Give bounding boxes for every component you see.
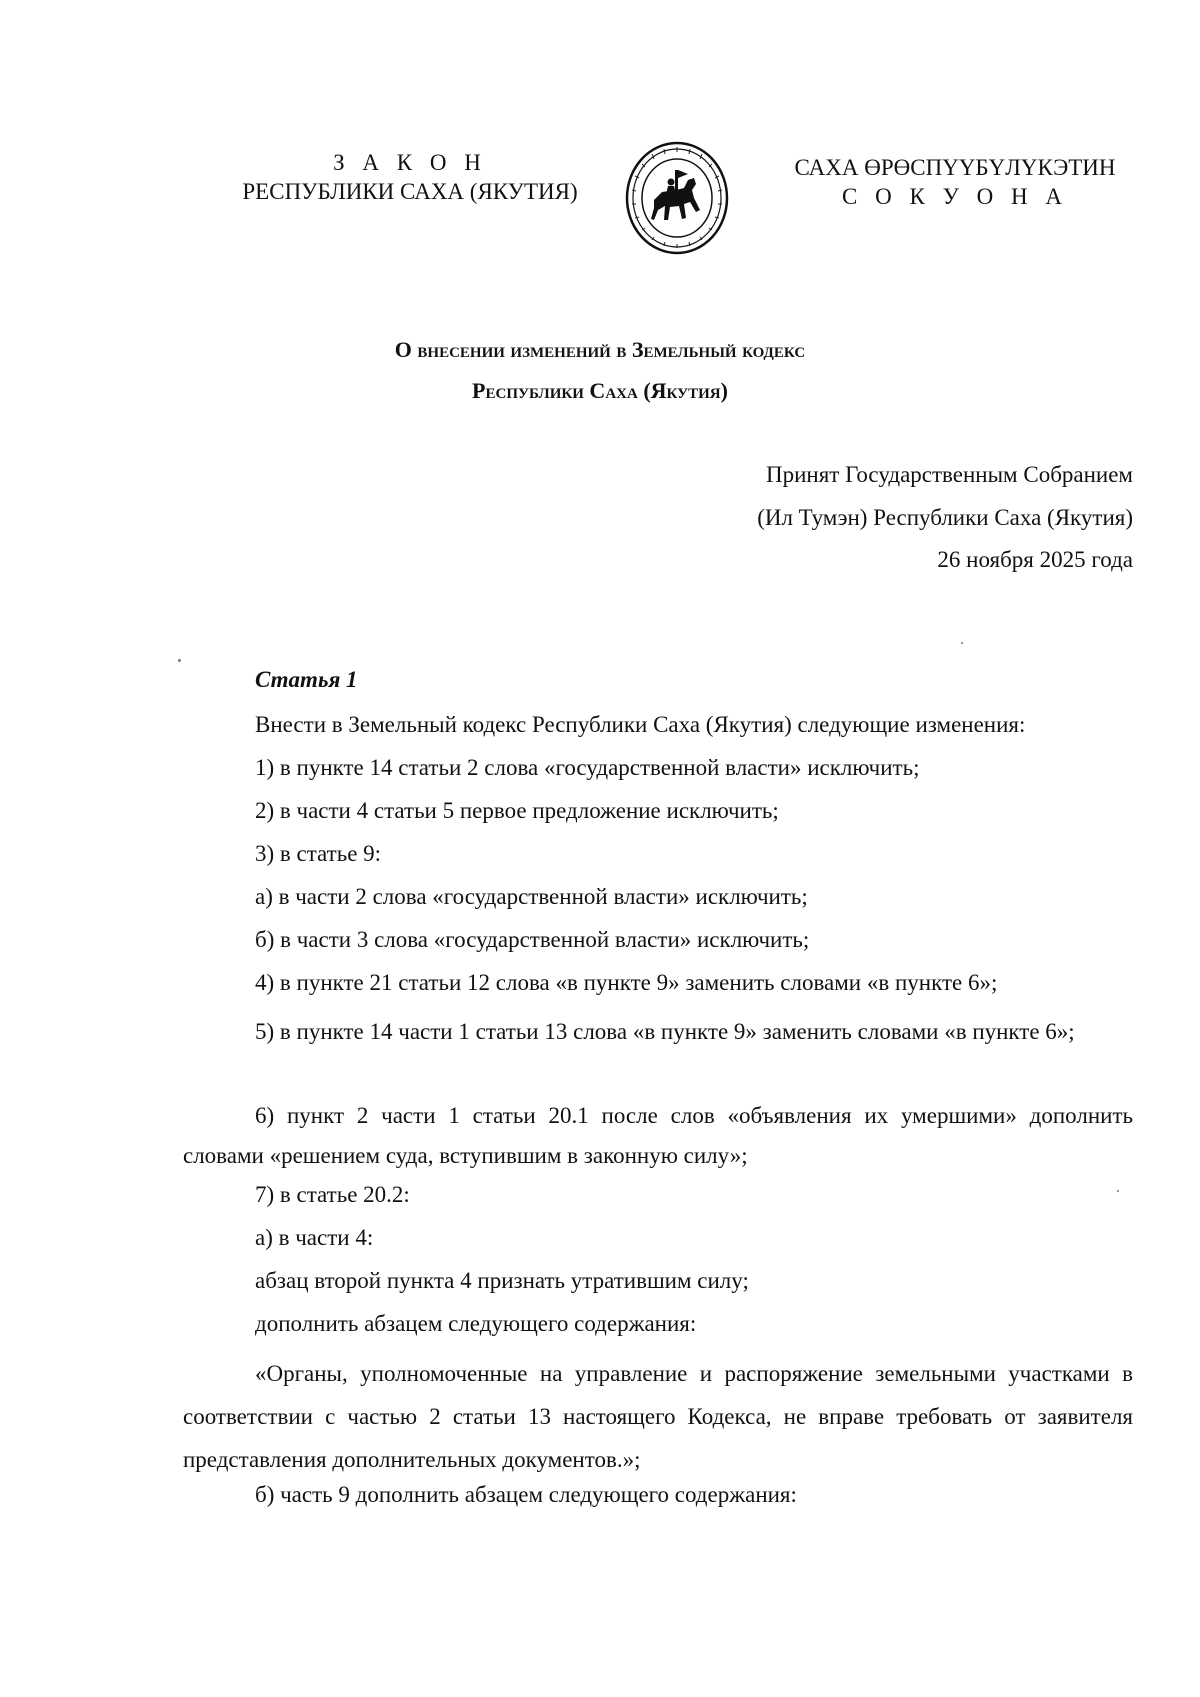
scan-speck bbox=[178, 659, 181, 662]
header-right-subtitle: С О К У О Н А bbox=[842, 184, 1068, 209]
paragraph: 3) в статье 9: bbox=[255, 841, 382, 866]
header-left bbox=[180, 148, 640, 206]
paragraph: 2) в части 4 статьи 5 первое предложение исключить; bbox=[255, 798, 779, 823]
paragraph: 1) в пункте 14 статьи 2 слова «государственной власти» исключить; bbox=[255, 755, 920, 780]
paragraph: дополнить абзацем следующего содержания: bbox=[255, 1311, 697, 1336]
header-left-subtitle: РЕСПУБЛИКИ САХА (ЯКУТИЯ) bbox=[242, 179, 578, 204]
adoption-date: 26 ноября 2025 года bbox=[937, 547, 1133, 572]
scan-speck bbox=[961, 642, 963, 644]
sakha-coat-of-arms-icon bbox=[624, 140, 730, 256]
paragraph: б) в части 3 слова «государственной власти» исключить; bbox=[255, 927, 810, 952]
header-left-title: З А К О Н bbox=[333, 150, 487, 175]
paragraph: 4) в пункте 21 статьи 12 слова «в пункте 9» заменить словами «в пункте 6»; bbox=[255, 970, 998, 995]
paragraph: 5) в пункте 14 части 1 статьи 13 слова «в пункте 9» заменить словами «в пункте 6»; bbox=[255, 1019, 1075, 1044]
document-title-line1: О внесении изменений в Земельный кодекс bbox=[394, 337, 806, 362]
paragraph: 6) пункт 2 части 1 статьи 20.1 после слов «объявления их умершими» дополнить словами «решением суда, вступившим в законную силу»; bbox=[183, 1103, 1133, 1168]
adoption-line2: (Ил Тумэн) Республики Саха (Якутия) bbox=[757, 505, 1133, 530]
header-right-title: САХА ӨРӨСПҮҮБҮЛҮКЭТИН bbox=[794, 155, 1116, 180]
article-heading: Статья 1 bbox=[255, 667, 358, 692]
paragraph: 7) в статье 20.2: bbox=[255, 1182, 410, 1207]
paragraph: «Органы, уполномоченные на управление и распоряжение земельными участками в соответствии с частью 2 статьи 13 настоящего Кодекса, не вправе требовать от заявителя представления дополнительных документов.»; bbox=[183, 1361, 1133, 1472]
header-right bbox=[770, 153, 1140, 211]
paragraph: б) часть 9 дополнить абзацем следующего содержания: bbox=[255, 1482, 797, 1507]
scan-speck bbox=[1117, 1190, 1119, 1192]
paragraph: а) в части 4: bbox=[255, 1225, 374, 1250]
paragraph: абзац второй пункта 4 признать утратившим силу; bbox=[255, 1268, 749, 1293]
paragraph: Внести в Земельный кодекс Республики Саха (Якутия) следующие изменения: bbox=[255, 712, 1026, 737]
paragraph: а) в части 2 слова «государственной власти» исключить; bbox=[255, 884, 808, 909]
adoption-line1: Принят Государственным Собранием bbox=[765, 462, 1133, 487]
document-title-line2: Республики Саха (Якутия) bbox=[472, 378, 728, 403]
